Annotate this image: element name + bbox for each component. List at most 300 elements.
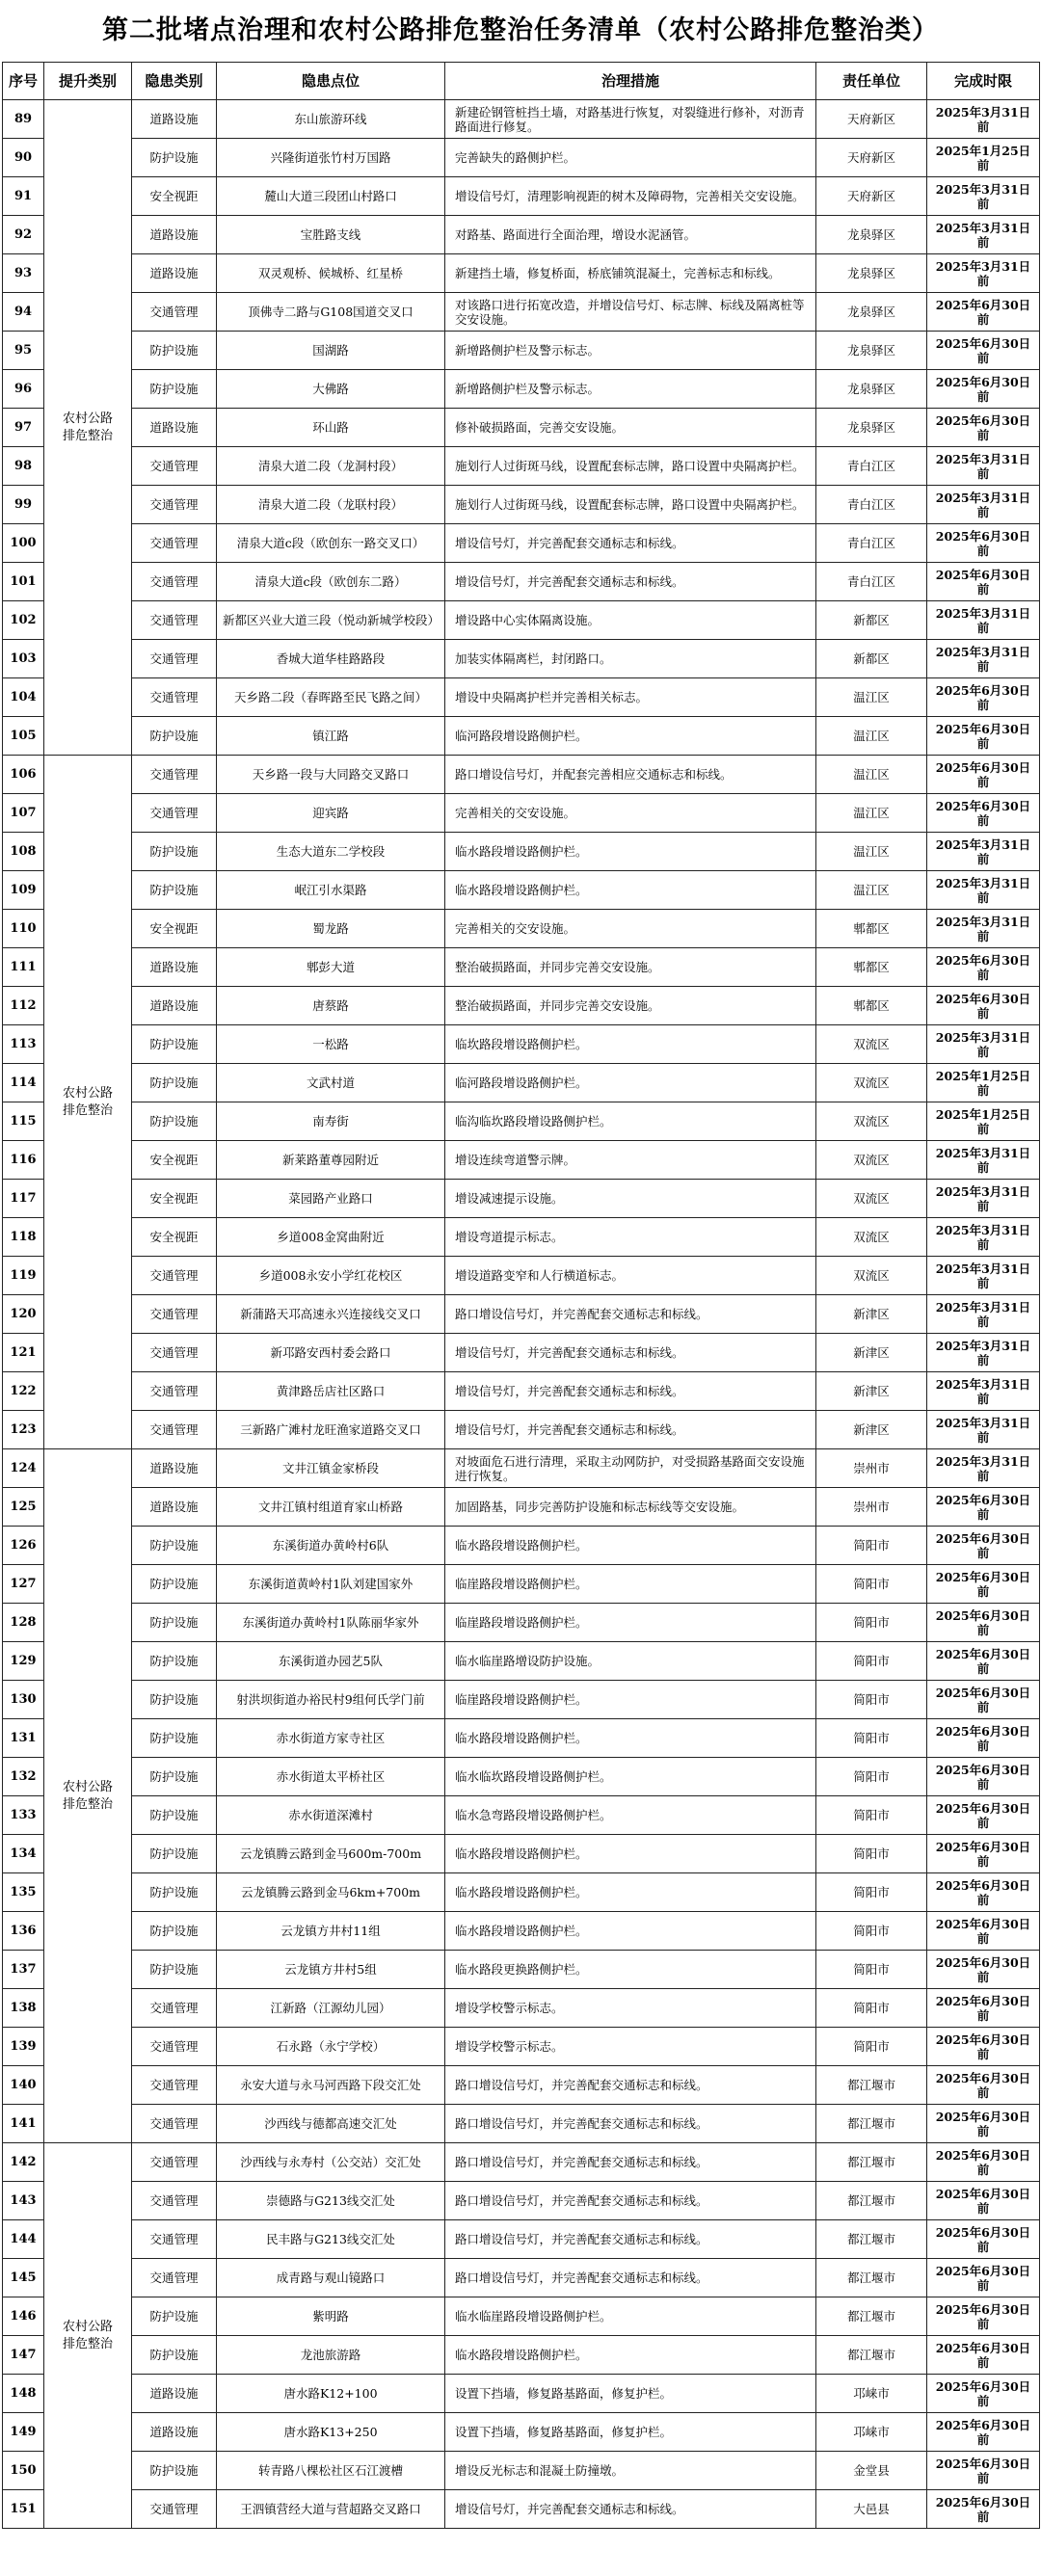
table-row xyxy=(3,100,1040,139)
hazard-type: 交通管理 xyxy=(132,1989,217,2028)
treatment-measure: 增设信号灯，清理影响视距的树木及障碍物，完善相关交安设施。 xyxy=(445,177,816,216)
deadline: 2025年6月30日前 xyxy=(927,1604,1040,1642)
responsible-unit: 双流区 xyxy=(816,1180,927,1218)
hazard-location: 郫彭大道 xyxy=(217,948,445,987)
table-row xyxy=(3,254,1040,293)
hazard-location: 东山旅游环线 xyxy=(217,100,445,139)
deadline: 2025年6月30日前 xyxy=(927,2143,1040,2182)
hazard-location: 一松路 xyxy=(217,1025,445,1064)
table-row xyxy=(3,177,1040,216)
responsible-unit: 龙泉驿区 xyxy=(816,254,927,293)
table-row xyxy=(3,332,1040,370)
hazard-type: 防护设施 xyxy=(132,370,217,409)
deadline: 2025年6月30日前 xyxy=(927,2297,1040,2336)
responsible-unit: 龙泉驿区 xyxy=(816,216,927,254)
responsible-unit: 简阳市 xyxy=(816,1989,927,2028)
hazard-location: 清泉大道二段（龙洞村段） xyxy=(217,447,445,486)
table-row xyxy=(3,1372,1040,1411)
treatment-measure: 路口增设信号灯，并完善配套交通标志和标线。 xyxy=(445,2182,816,2220)
hazard-type: 道路设施 xyxy=(132,1449,217,1488)
table-row xyxy=(3,1989,1040,2028)
row-index: 126 xyxy=(3,1527,44,1565)
table-row xyxy=(3,2182,1040,2220)
deadline: 2025年6月30日前 xyxy=(927,1796,1040,1835)
deadline: 2025年3月31日前 xyxy=(927,216,1040,254)
hazard-location: 三新路广滩村龙旺渔家道路交叉口 xyxy=(217,1411,445,1449)
responsible-unit: 都江堰市 xyxy=(816,2220,927,2259)
hazard-location: 赤水街道深滩村 xyxy=(217,1796,445,1835)
hazard-type: 防护设施 xyxy=(132,1565,217,1604)
hazard-type: 交通管理 xyxy=(132,563,217,601)
hazard-type: 防护设施 xyxy=(132,1796,217,1835)
row-index: 113 xyxy=(3,1025,44,1064)
table-row xyxy=(3,1796,1040,1835)
row-index: 110 xyxy=(3,910,44,948)
deadline: 2025年3月31日前 xyxy=(927,833,1040,871)
row-index: 139 xyxy=(3,2028,44,2066)
responsible-unit: 温江区 xyxy=(816,833,927,871)
table-row xyxy=(3,1835,1040,1873)
row-index: 121 xyxy=(3,1334,44,1372)
responsible-unit: 崇州市 xyxy=(816,1488,927,1527)
hazard-location: 沙西线与永寿村（公交站）交汇处 xyxy=(217,2143,445,2182)
deadline: 2025年3月31日前 xyxy=(927,1449,1040,1488)
hazard-type: 安全视距 xyxy=(132,1180,217,1218)
deadline: 2025年6月30日前 xyxy=(927,1527,1040,1565)
responsible-unit: 青白江区 xyxy=(816,447,927,486)
treatment-measure: 临河路段增设路侧护栏。 xyxy=(445,1064,816,1102)
hazard-type: 防护设施 xyxy=(132,139,217,177)
deadline: 2025年6月30日前 xyxy=(927,1835,1040,1873)
row-index: 123 xyxy=(3,1411,44,1449)
responsible-unit: 双流区 xyxy=(816,1064,927,1102)
row-index: 106 xyxy=(3,756,44,794)
hazard-type: 交通管理 xyxy=(132,794,217,833)
responsible-unit: 天府新区 xyxy=(816,100,927,139)
hazard-type: 道路设施 xyxy=(132,1488,217,1527)
table-row xyxy=(3,794,1040,833)
row-index: 99 xyxy=(3,486,44,524)
hazard-type: 交通管理 xyxy=(132,2143,217,2182)
treatment-measure: 临坎路段增设路侧护栏。 xyxy=(445,1025,816,1064)
responsible-unit: 简阳市 xyxy=(816,1681,927,1719)
responsible-unit: 金堂县 xyxy=(816,2452,927,2490)
row-index: 132 xyxy=(3,1758,44,1796)
header-row xyxy=(3,63,1040,100)
deadline: 2025年6月30日前 xyxy=(927,2413,1040,2452)
hazard-type: 防护设施 xyxy=(132,1025,217,1064)
hazard-location: 天乡路二段（春晖路至民飞路之间） xyxy=(217,678,445,717)
deadline: 2025年6月30日前 xyxy=(927,2066,1040,2105)
treatment-measure: 路口增设信号灯，并完善配套交通标志和标线。 xyxy=(445,1295,816,1334)
deadline: 2025年3月31日前 xyxy=(927,1411,1040,1449)
table-row xyxy=(3,987,1040,1025)
row-index: 95 xyxy=(3,332,44,370)
row-index: 130 xyxy=(3,1681,44,1719)
treatment-measure: 新建挡土墙，修复桥面，桥底铺筑混凝土，完善标志和标线。 xyxy=(445,254,816,293)
hazard-type: 道路设施 xyxy=(132,254,217,293)
row-index: 137 xyxy=(3,1951,44,1989)
table-row xyxy=(3,1758,1040,1796)
hazard-type: 安全视距 xyxy=(132,1218,217,1257)
deadline: 2025年3月31日前 xyxy=(927,254,1040,293)
hazard-type: 防护设施 xyxy=(132,2452,217,2490)
table-row xyxy=(3,717,1040,756)
hazard-type: 道路设施 xyxy=(132,987,217,1025)
row-index: 111 xyxy=(3,948,44,987)
treatment-measure: 临崖路段增设路侧护栏。 xyxy=(445,1565,816,1604)
treatment-measure: 增设连续弯道警示牌。 xyxy=(445,1141,816,1180)
row-index: 107 xyxy=(3,794,44,833)
responsible-unit: 温江区 xyxy=(816,717,927,756)
col-header-measure: 治理措施 xyxy=(445,63,816,100)
responsible-unit: 都江堰市 xyxy=(816,2297,927,2336)
table-row xyxy=(3,2452,1040,2490)
deadline: 2025年6月30日前 xyxy=(927,717,1040,756)
hazard-location: 兴隆街道张竹村万国路 xyxy=(217,139,445,177)
deadline: 2025年3月31日前 xyxy=(927,640,1040,678)
row-index: 120 xyxy=(3,1295,44,1334)
row-index: 144 xyxy=(3,2220,44,2259)
hazard-location: 迎宾路 xyxy=(217,794,445,833)
hazard-type: 交通管理 xyxy=(132,756,217,794)
table-row xyxy=(3,409,1040,447)
table-row xyxy=(3,1295,1040,1334)
responsible-unit: 简阳市 xyxy=(816,1565,927,1604)
responsible-unit: 龙泉驿区 xyxy=(816,409,927,447)
row-index: 101 xyxy=(3,563,44,601)
responsible-unit: 青白江区 xyxy=(816,486,927,524)
row-index: 150 xyxy=(3,2452,44,2490)
treatment-measure: 对坡面危石进行清理，采取主动网防护，对受损路基路面交安设施进行恢复。 xyxy=(445,1449,816,1488)
table-row xyxy=(3,910,1040,948)
responsible-unit: 新津区 xyxy=(816,1334,927,1372)
hazard-type: 交通管理 xyxy=(132,2490,217,2529)
table-row xyxy=(3,1873,1040,1912)
deadline: 2025年6月30日前 xyxy=(927,2452,1040,2490)
table-row xyxy=(3,2297,1040,2336)
hazard-type: 道路设施 xyxy=(132,216,217,254)
deadline: 2025年6月30日前 xyxy=(927,948,1040,987)
hazard-type: 交通管理 xyxy=(132,486,217,524)
table-row xyxy=(3,1488,1040,1527)
responsible-unit: 都江堰市 xyxy=(816,2259,927,2297)
row-index: 138 xyxy=(3,1989,44,2028)
treatment-measure: 新建砼钢管桩挡土墙，对路基进行恢复，对裂缝进行修补，对沥青路面进行修复。 xyxy=(445,100,816,139)
table-row xyxy=(3,1102,1040,1141)
deadline: 2025年1月25日前 xyxy=(927,1102,1040,1141)
col-header-category: 提升类别 xyxy=(44,63,132,100)
deadline: 2025年3月31日前 xyxy=(927,1141,1040,1180)
table-row xyxy=(3,1527,1040,1565)
hazard-type: 安全视距 xyxy=(132,177,217,216)
row-index: 103 xyxy=(3,640,44,678)
table-row xyxy=(3,486,1040,524)
table-row xyxy=(3,1257,1040,1295)
row-index: 119 xyxy=(3,1257,44,1295)
hazard-type: 交通管理 xyxy=(132,2220,217,2259)
upgrade-category: 农村公路 排危整治 xyxy=(44,756,132,1449)
hazard-type: 交通管理 xyxy=(132,293,217,332)
hazard-location: 新邛路安西村委会路口 xyxy=(217,1334,445,1372)
treatment-measure: 设置下挡墙，修复路基路面，修复护栏。 xyxy=(445,2375,816,2413)
hazard-type: 交通管理 xyxy=(132,640,217,678)
table-row xyxy=(3,1141,1040,1180)
row-index: 96 xyxy=(3,370,44,409)
col-header-deadline: 完成时限 xyxy=(927,63,1040,100)
hazard-type: 交通管理 xyxy=(132,1257,217,1295)
treatment-measure: 设置下挡墙，修复路基路面，修复护栏。 xyxy=(445,2413,816,2452)
table-row xyxy=(3,1064,1040,1102)
responsible-unit: 简阳市 xyxy=(816,1642,927,1681)
treatment-measure: 临沟临坎路段增设路侧护栏。 xyxy=(445,1102,816,1141)
table-row xyxy=(3,1449,1040,1488)
hazard-location: 射洪坝街道办裕民村9组何氏学门前 xyxy=(217,1681,445,1719)
hazard-type: 交通管理 xyxy=(132,1295,217,1334)
table-row xyxy=(3,2143,1040,2182)
treatment-measure: 临水路段增设路侧护栏。 xyxy=(445,1912,816,1951)
deadline: 2025年6月30日前 xyxy=(927,987,1040,1025)
row-index: 90 xyxy=(3,139,44,177)
hazard-type: 交通管理 xyxy=(132,1334,217,1372)
responsible-unit: 青白江区 xyxy=(816,563,927,601)
hazard-location: 文井江镇金家桥段 xyxy=(217,1449,445,1488)
row-index: 114 xyxy=(3,1064,44,1102)
hazard-location: 江新路（江源幼儿园） xyxy=(217,1989,445,2028)
hazard-location: 东溪街道办园艺5队 xyxy=(217,1642,445,1681)
deadline: 2025年6月30日前 xyxy=(927,2375,1040,2413)
hazard-type: 防护设施 xyxy=(132,1527,217,1565)
hazard-type: 交通管理 xyxy=(132,678,217,717)
treatment-measure: 修补破损路面，完善交安设施。 xyxy=(445,409,816,447)
table-row xyxy=(3,1912,1040,1951)
table-body xyxy=(3,100,1040,2529)
deadline: 2025年6月30日前 xyxy=(927,2259,1040,2297)
responsible-unit: 龙泉驿区 xyxy=(816,332,927,370)
table-row xyxy=(3,833,1040,871)
hazard-type: 交通管理 xyxy=(132,2105,217,2143)
table-row xyxy=(3,139,1040,177)
responsible-unit: 简阳市 xyxy=(816,1912,927,1951)
responsible-unit: 简阳市 xyxy=(816,1951,927,1989)
hazard-location: 顶佛寺二路与G108国道交叉口 xyxy=(217,293,445,332)
responsible-unit: 新津区 xyxy=(816,1372,927,1411)
row-index: 125 xyxy=(3,1488,44,1527)
responsible-unit: 新都区 xyxy=(816,601,927,640)
hazard-type: 交通管理 xyxy=(132,2066,217,2105)
responsible-unit: 大邑县 xyxy=(816,2490,927,2529)
hazard-type: 安全视距 xyxy=(132,1141,217,1180)
hazard-type: 防护设施 xyxy=(132,1102,217,1141)
row-index: 128 xyxy=(3,1604,44,1642)
table-row xyxy=(3,640,1040,678)
responsible-unit: 简阳市 xyxy=(816,1527,927,1565)
treatment-measure: 路口增设信号灯，并完善配套交通标志和标线。 xyxy=(445,2220,816,2259)
treatment-measure: 增设学校警示标志。 xyxy=(445,2028,816,2066)
treatment-measure: 临水路段增设路侧护栏。 xyxy=(445,1719,816,1758)
hazard-location: 龙池旅游路 xyxy=(217,2336,445,2375)
hazard-location: 云龙镇方井村11组 xyxy=(217,1912,445,1951)
treatment-measure: 临水路段增设路侧护栏。 xyxy=(445,833,816,871)
table-row xyxy=(3,447,1040,486)
hazard-location: 蜀龙路 xyxy=(217,910,445,948)
hazard-location: 崇德路与G213线交汇处 xyxy=(217,2182,445,2220)
row-index: 141 xyxy=(3,2105,44,2143)
hazard-type: 道路设施 xyxy=(132,409,217,447)
deadline: 2025年6月30日前 xyxy=(927,1719,1040,1758)
row-index: 117 xyxy=(3,1180,44,1218)
hazard-location: 云龙镇方井村5组 xyxy=(217,1951,445,1989)
responsible-unit: 简阳市 xyxy=(816,1796,927,1835)
hazard-location: 天乡路一段与大同路交叉路口 xyxy=(217,756,445,794)
hazard-type: 交通管理 xyxy=(132,601,217,640)
deadline: 2025年3月31日前 xyxy=(927,100,1040,139)
table-row xyxy=(3,2028,1040,2066)
row-index: 105 xyxy=(3,717,44,756)
responsible-unit: 都江堰市 xyxy=(816,2182,927,2220)
responsible-unit: 龙泉驿区 xyxy=(816,370,927,409)
treatment-measure: 路口增设信号灯，并完善配套交通标志和标线。 xyxy=(445,2259,816,2297)
hazard-type: 交通管理 xyxy=(132,2259,217,2297)
responsible-unit: 都江堰市 xyxy=(816,2336,927,2375)
treatment-measure: 增设信号灯，并完善配套交通标志和标线。 xyxy=(445,1334,816,1372)
deadline: 2025年6月30日前 xyxy=(927,1912,1040,1951)
treatment-measure: 临水临崖路段增设路侧护栏。 xyxy=(445,2297,816,2336)
treatment-measure: 临崖路段增设路侧护栏。 xyxy=(445,1681,816,1719)
row-index: 97 xyxy=(3,409,44,447)
treatment-measure: 增设信号灯，并完善配套交通标志和标线。 xyxy=(445,563,816,601)
treatment-measure: 完善缺失的路侧护栏。 xyxy=(445,139,816,177)
treatment-measure: 临水路段增设路侧护栏。 xyxy=(445,871,816,910)
hazard-location: 大佛路 xyxy=(217,370,445,409)
deadline: 2025年3月31日前 xyxy=(927,1295,1040,1334)
treatment-measure: 增设反光标志和混凝土防撞墩。 xyxy=(445,2452,816,2490)
deadline: 2025年3月31日前 xyxy=(927,601,1040,640)
hazard-location: 香城大道华桂路路段 xyxy=(217,640,445,678)
hazard-type: 防护设施 xyxy=(132,1873,217,1912)
hazard-type: 防护设施 xyxy=(132,717,217,756)
hazard-location: 文井江镇村组道育家山桥路 xyxy=(217,1488,445,1527)
treatment-measure: 增设学校警示标志。 xyxy=(445,1989,816,2028)
deadline: 2025年6月30日前 xyxy=(927,370,1040,409)
hazard-location: 新莱路董尊园附近 xyxy=(217,1141,445,1180)
table-row xyxy=(3,2490,1040,2529)
row-index: 108 xyxy=(3,833,44,871)
deadline: 2025年3月31日前 xyxy=(927,910,1040,948)
row-index: 146 xyxy=(3,2297,44,2336)
treatment-measure: 新增路侧护栏及警示标志。 xyxy=(445,332,816,370)
treatment-measure: 加装实体隔离栏，封闭路口。 xyxy=(445,640,816,678)
row-index: 134 xyxy=(3,1835,44,1873)
treatment-measure: 完善相关的交安设施。 xyxy=(445,910,816,948)
row-index: 151 xyxy=(3,2490,44,2529)
row-index: 100 xyxy=(3,524,44,563)
hazard-type: 防护设施 xyxy=(132,2336,217,2375)
table-row xyxy=(3,1642,1040,1681)
deadline: 2025年3月31日前 xyxy=(927,447,1040,486)
table-row xyxy=(3,1951,1040,1989)
hazard-location: 云龙镇腾云路到金马600m-700m xyxy=(217,1835,445,1873)
table-row xyxy=(3,1334,1040,1372)
table-row xyxy=(3,1218,1040,1257)
hazard-type: 防护设施 xyxy=(132,1642,217,1681)
task-table xyxy=(2,62,1040,2529)
treatment-measure: 路口增设信号灯，并配套完善相应交通标志和标线。 xyxy=(445,756,816,794)
row-index: 91 xyxy=(3,177,44,216)
hazard-location: 黄津路岳店社区路口 xyxy=(217,1372,445,1411)
hazard-type: 防护设施 xyxy=(132,1951,217,1989)
hazard-type: 防护设施 xyxy=(132,2297,217,2336)
deadline: 2025年6月30日前 xyxy=(927,2490,1040,2529)
treatment-measure: 整治破损路面，并同步完善交安设施。 xyxy=(445,948,816,987)
hazard-location: 云龙镇腾云路到金马6km+700m xyxy=(217,1873,445,1912)
row-index: 122 xyxy=(3,1372,44,1411)
deadline: 2025年3月31日前 xyxy=(927,1025,1040,1064)
table-row xyxy=(3,1565,1040,1604)
responsible-unit: 新津区 xyxy=(816,1295,927,1334)
hazard-location: 民丰路与G213线交汇处 xyxy=(217,2220,445,2259)
row-index: 112 xyxy=(3,987,44,1025)
deadline: 2025年3月31日前 xyxy=(927,177,1040,216)
treatment-measure: 临水路段增设路侧护栏。 xyxy=(445,1527,816,1565)
table-row xyxy=(3,293,1040,332)
hazard-location: 新都区兴业大道三段（悦动新城学校段） xyxy=(217,601,445,640)
col-header-unit: 责任单位 xyxy=(816,63,927,100)
responsible-unit: 简阳市 xyxy=(816,1873,927,1912)
hazard-type: 交通管理 xyxy=(132,1411,217,1449)
responsible-unit: 新都区 xyxy=(816,640,927,678)
hazard-location: 成青路与观山镜路口 xyxy=(217,2259,445,2297)
deadline: 2025年3月31日前 xyxy=(927,486,1040,524)
treatment-measure: 增设信号灯，并完善配套交通标志和标线。 xyxy=(445,1372,816,1411)
hazard-type: 防护设施 xyxy=(132,1835,217,1873)
deadline: 2025年3月31日前 xyxy=(927,871,1040,910)
table-row xyxy=(3,601,1040,640)
responsible-unit: 双流区 xyxy=(816,1025,927,1064)
deadline: 2025年6月30日前 xyxy=(927,2336,1040,2375)
hazard-type: 安全视距 xyxy=(132,910,217,948)
hazard-location: 东溪街道办黄岭村6队 xyxy=(217,1527,445,1565)
treatment-measure: 对该路口进行拓宽改造，并增设信号灯、标志牌、标线及隔离桩等交安设施。 xyxy=(445,293,816,332)
treatment-measure: 路口增设信号灯，并完善配套交通标志和标线。 xyxy=(445,2143,816,2182)
table-row xyxy=(3,756,1040,794)
treatment-measure: 增设路中心实体隔离设施。 xyxy=(445,601,816,640)
treatment-measure: 路口增设信号灯，并完善配套交通标志和标线。 xyxy=(445,2066,816,2105)
row-index: 131 xyxy=(3,1719,44,1758)
row-index: 143 xyxy=(3,2182,44,2220)
hazard-location: 南寿街 xyxy=(217,1102,445,1141)
responsible-unit: 都江堰市 xyxy=(816,2105,927,2143)
table-row xyxy=(3,2413,1040,2452)
deadline: 2025年6月30日前 xyxy=(927,1989,1040,2028)
responsible-unit: 简阳市 xyxy=(816,1719,927,1758)
table-row xyxy=(3,871,1040,910)
hazard-location: 转青路八棵松社区石江渡槽 xyxy=(217,2452,445,2490)
table-row xyxy=(3,563,1040,601)
row-index: 127 xyxy=(3,1565,44,1604)
hazard-location: 唐水路K12+100 xyxy=(217,2375,445,2413)
row-index: 149 xyxy=(3,2413,44,2452)
hazard-type: 防护设施 xyxy=(132,332,217,370)
deadline: 2025年1月25日前 xyxy=(927,139,1040,177)
hazard-location: 沙西线与德都高速交汇处 xyxy=(217,2105,445,2143)
treatment-measure: 临水路段更换路侧护栏。 xyxy=(445,1951,816,1989)
deadline: 2025年6月30日前 xyxy=(927,1951,1040,1989)
table-row xyxy=(3,1411,1040,1449)
treatment-measure: 临水临坎路段增设路侧护栏。 xyxy=(445,1758,816,1796)
hazard-location: 岷江引水渠路 xyxy=(217,871,445,910)
row-index: 133 xyxy=(3,1796,44,1835)
